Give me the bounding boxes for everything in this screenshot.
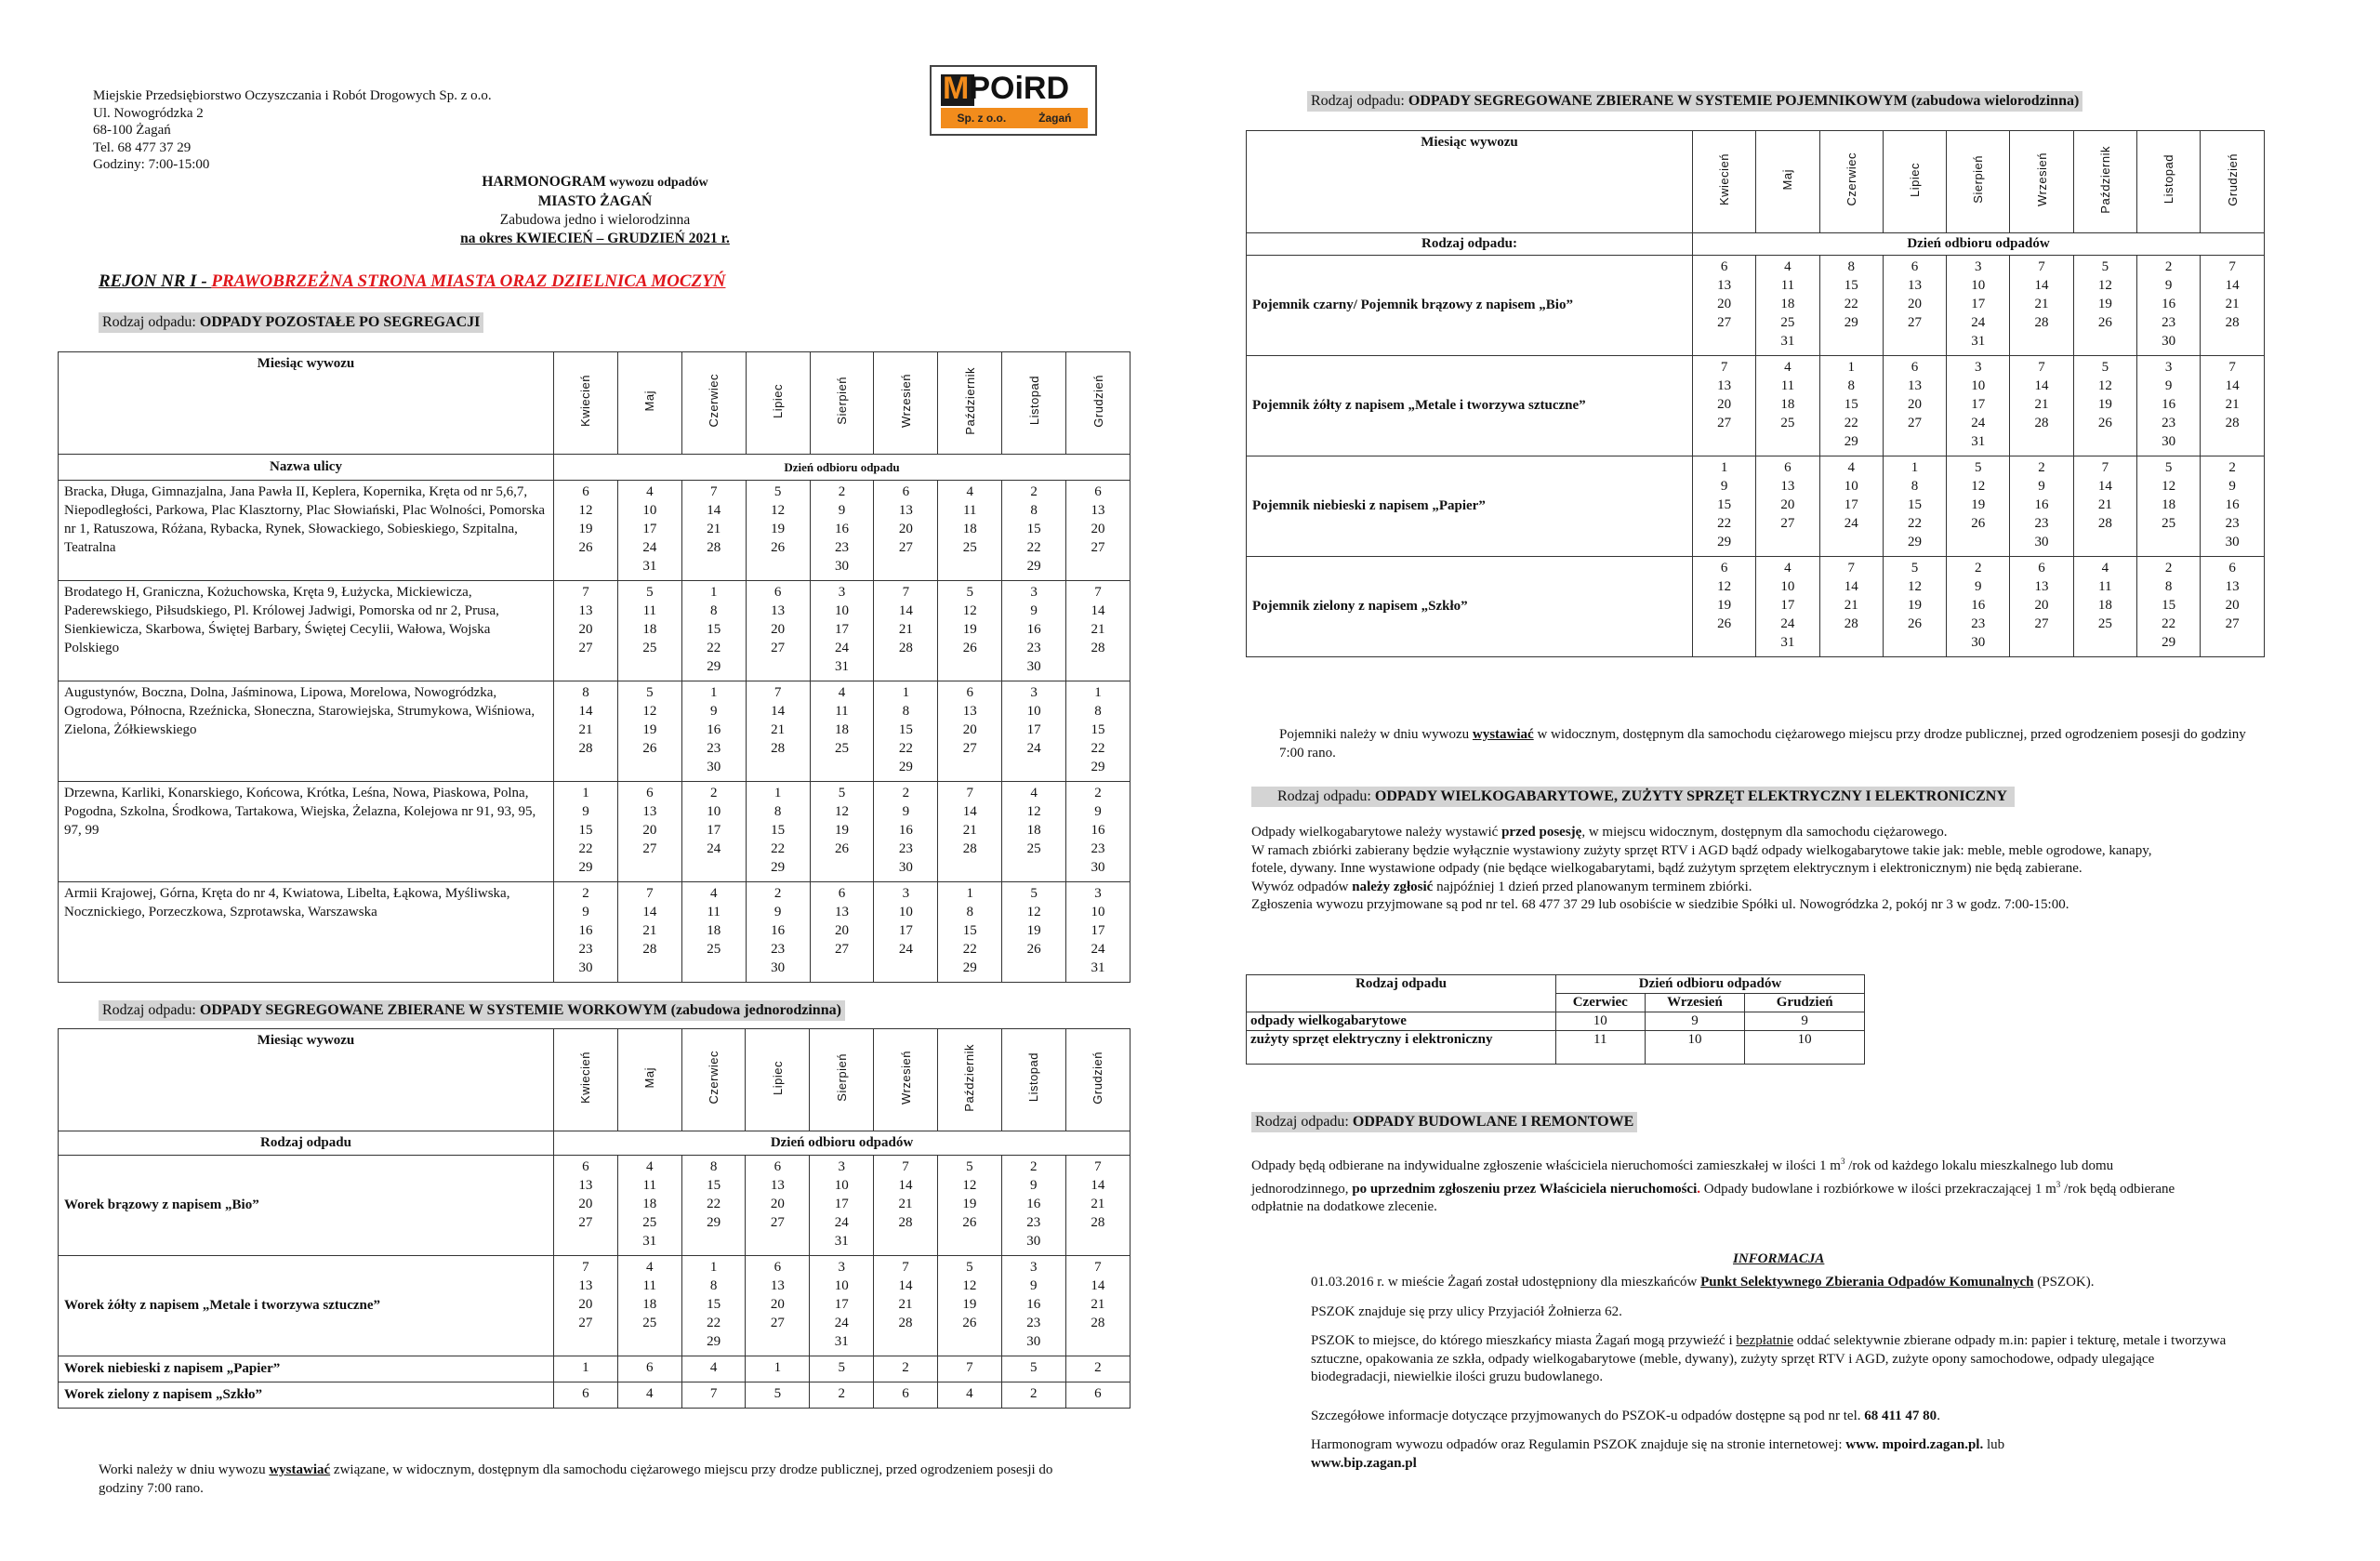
- pickup-days: 4 11 18 25: [681, 882, 746, 983]
- pickup-days: 6: [874, 1382, 938, 1409]
- pickup-days: 5 12 19 26: [938, 581, 1002, 681]
- month-header: Miesiąc wywozu: [1247, 131, 1693, 233]
- schedule-row: [59, 1356, 1130, 1382]
- schedule-row: [59, 481, 1130, 581]
- month-header: Miesiąc wywozu: [59, 1029, 554, 1131]
- pickup-days: 1 8 15 22 29: [681, 1256, 746, 1356]
- month-col-header: Czerwiec: [681, 352, 746, 455]
- bulky-p3: Wywóz odpadów należy zgłosić najpóźniej 1 dzień przed planowanym terminem zbiórki.: [1251, 879, 1752, 894]
- pickup-days: 1 8 15 22 29: [1066, 681, 1130, 782]
- building-type: Zabudowa jedno i wielorodzinna: [499, 212, 691, 228]
- company-address: Ul. Nowogródzka 2: [93, 105, 204, 121]
- pickup-days: 6 13 20 27: [1756, 456, 1819, 557]
- period: na okres KWIECIEŃ – GRUDZIEŃ 2021 r.: [460, 231, 730, 246]
- pickup-days: 6 13 20 27: [746, 1156, 810, 1256]
- pickup-days: 3 10 17 24 31: [810, 1256, 874, 1356]
- pickup-days: 7 14 21 28: [2201, 356, 2265, 456]
- pickup-days: 2 9 16 23 30: [874, 782, 938, 882]
- pickup-days: 3 9 16 23 30: [1001, 1256, 1065, 1356]
- month-col-header: Lipiec: [1883, 131, 1946, 233]
- pickup-days: 1 9 16 23 30: [681, 681, 746, 782]
- pickup-days: 7 14 21 28: [874, 581, 938, 681]
- row-header: Rodzaj odpadu:: [1247, 233, 1693, 256]
- row-label: Worek żółty z napisem „Metale i tworzywa sztuczne”: [59, 1256, 554, 1356]
- pickup-days: 4 11 18 25 31: [1756, 256, 1819, 356]
- info-block: [1311, 1274, 2231, 1473]
- document-title: HARMONOGRAM wywozu odpadów MIASTO ŻAGAŃ Zabudowa jedno i wielorodzinna na okres KWIECIEŃ – GRUDZIEŃ 2021 r.: [316, 173, 874, 248]
- pickup-days: 7 14 21 28: [681, 481, 746, 581]
- pickup-days: 6 12 19 26: [554, 481, 618, 581]
- pickup-days: 5 12 19 26: [810, 782, 874, 882]
- pickup-days: 6 13 20 27: [810, 882, 874, 983]
- pickup-days: 6: [554, 1382, 618, 1409]
- schedule-row: [59, 1256, 1130, 1356]
- pickup-days: 1 9 15 22 29: [554, 782, 618, 882]
- logo-bar: [941, 108, 1088, 128]
- pickup-days: 2: [810, 1382, 874, 1409]
- month-col-header: Sierpień: [810, 1029, 874, 1131]
- bulky-row: zużyty sprzęt elektryczny i elektroniczny 11 10 10: [1247, 1031, 1865, 1065]
- info-p3: PSZOK to miejsce, do którego mieszkańcy miasta Żagań mogą przywieźć i bezpłatnie oddać selektywnie zbierane odpady m.in: papier i tekturę, metale i tworzywa sztuczne, opakowania ze szkła, odpady wielkogabarytowe (meble, dywany), zużyty sprzęt RTV i AGD, zużyte opony samochodowe, odpady ulegające biodegradacji, niewielkie ilości gruzu budowlanego.: [1311, 1333, 2227, 1384]
- pickup-days: 5 12 19 26: [2073, 356, 2136, 456]
- right-page: [1190, 0, 2380, 1561]
- pickup-days: 4 11 18 25: [810, 681, 874, 782]
- pickup-days: 4 12 18 25: [1002, 782, 1066, 882]
- schedule-row: [59, 1156, 1130, 1256]
- pickup-days: 7 14 21 28: [2073, 456, 2136, 557]
- pickup-days: 4 11 18 25: [617, 1256, 681, 1356]
- bulky-kind-header: Rodzaj odpadu: [1247, 975, 1556, 1012]
- bags-note: Worki należy w dniu wywozu wystawiać związane, w widocznym, dostępnym dla samochodu ciężarowego miejscu przy drodze publicznej, przed ogrodzeniem posesji do godziny 7:00 rano.: [99, 1462, 1053, 1496]
- pickup-days: 7 14 21 28: [938, 782, 1002, 882]
- pickup-days: 6 13 20 27: [2201, 557, 2265, 657]
- bags-table: [58, 1028, 1130, 1409]
- row-label: Augustynów, Boczna, Dolna, Jaśminowa, Lipowa, Morelowa, Nowogródzka, Ogrodowa, Północna, Rzeźnicka, Słoneczna, Starowiejska, Strumykowa, Wiśniowa, Zielona, Żółkiewskiego: [59, 681, 554, 782]
- month-col-header: Lipiec: [746, 1029, 810, 1131]
- pickup-days: 7 14 21 28: [2201, 256, 2265, 356]
- pickup-days: 3 10 17 24 31: [1066, 882, 1130, 983]
- bulky-row: odpady wielkogabarytowe 10 9 9: [1247, 1012, 1865, 1031]
- info-p2: PSZOK znajduje się przy ulicy Przyjaciół Żołnierza 62.: [1311, 1303, 1622, 1319]
- bulky-days-header: Dzień odbioru odpadów: [1555, 975, 1864, 994]
- pickup-days: 1: [746, 1356, 810, 1382]
- pickup-days: 8 15 22 29: [681, 1156, 746, 1256]
- pickup-days: 4 10 17 24 31: [617, 481, 681, 581]
- month-col-header: Wrzesień: [874, 352, 938, 455]
- pickup-days: 4 10 17 24: [1819, 456, 1883, 557]
- pickup-days: 3 9 16 23 30: [2136, 356, 2200, 456]
- month-col-header: Listopad: [2136, 131, 2200, 233]
- pickup-days: 5: [810, 1356, 874, 1382]
- pickup-days: 2 8 15 22 29: [2136, 557, 2200, 657]
- bulky-table: [1246, 974, 1865, 1065]
- pickup-days: 2 10 17 24: [681, 782, 746, 882]
- pickup-days: 7: [681, 1382, 746, 1409]
- pickup-days: 5 12 19 26: [937, 1256, 1001, 1356]
- company-phone: Tel. 68 477 37 29: [93, 139, 192, 155]
- row-header: Nazwa ulicy: [59, 455, 554, 481]
- section-mixed-waste: Rodzaj odpadu: ODPADY POZOSTAŁE PO SEGREGACJI: [99, 312, 483, 333]
- pickup-days: 6 13 20 27: [1693, 256, 1756, 356]
- row-label: Brodatego H, Graniczna, Kożuchowska, Kręta 9, Łużycka, Mickiewicza, Paderewskiego, Piłsudskiego, Pl. Królowej Jadwigi, Pomorska od nr 2, Prusa, Sienkiewicza, Skarbowa, Świętej Barbary, Świętej Cecylii, Wałowa, Wojska Polskiego: [59, 581, 554, 681]
- month-col-header: Sierpień: [1947, 131, 2010, 233]
- pickup-days: 7 13 20 27: [1693, 356, 1756, 456]
- month-col-header: Kwiecień: [554, 1029, 618, 1131]
- pickup-days: 5 12 19 26: [1947, 456, 2010, 557]
- pickup-days: 6 12 19 26: [1693, 557, 1756, 657]
- pickup-days: 2: [1065, 1356, 1130, 1382]
- pickup-days: 7 14 21 28: [2010, 356, 2073, 456]
- days-header: Dzień odbioru odpadów: [1693, 233, 2265, 256]
- pickup-days: 2 9 16 23 30: [2201, 456, 2265, 557]
- pickup-days: 2 9 16 23 30: [810, 481, 874, 581]
- pickup-days: 4 11 18 25: [938, 481, 1002, 581]
- pickup-days: 1 9 15 22 29: [1693, 456, 1756, 557]
- company-city: 68-100 Żagań: [93, 123, 171, 138]
- pickup-days: 5: [746, 1382, 810, 1409]
- month-col-header: Maj: [617, 1029, 681, 1131]
- pickup-days: 5 12 18 25: [2136, 456, 2200, 557]
- pickup-days: 6: [617, 1356, 681, 1382]
- month-col-header: Maj: [617, 352, 681, 455]
- pickup-days: 1 8 15 22 29: [1819, 356, 1883, 456]
- pickup-days: 4: [681, 1356, 746, 1382]
- pickup-days: 6 13 20 27: [746, 581, 810, 681]
- containers-table: [1246, 130, 2265, 657]
- pickup-days: 3 10 17 24: [1002, 681, 1066, 782]
- pickup-days: 5 12 19 26: [1002, 882, 1066, 983]
- month-col-header: Sierpień: [810, 352, 874, 455]
- pickup-days: 3 10 17 24 31: [1947, 356, 2010, 456]
- schedule-row: [1247, 256, 2265, 356]
- row-label: Pojemnik czarny/ Pojemnik brązowy z napisem „Bio”: [1247, 256, 1693, 356]
- row-label: Pojemnik zielony z napisem „Szkło”: [1247, 557, 1693, 657]
- month-col-header: Kwiecień: [554, 352, 618, 455]
- pickup-days: 3 9 16 23 30: [1002, 581, 1066, 681]
- month-col-header: Październik: [937, 1029, 1001, 1131]
- pickup-days: 2 8 15 22 29: [1002, 481, 1066, 581]
- month-col-header: Czerwiec: [1819, 131, 1883, 233]
- row-label: Worek zielony z napisem „Szkło”: [59, 1382, 554, 1409]
- month-col-header: Grudzień: [1065, 1029, 1130, 1131]
- pickup-days: 5 12 19 26: [617, 681, 681, 782]
- row-label: Worek niebieski z napisem „Papier”: [59, 1356, 554, 1382]
- schedule-row: [1247, 356, 2265, 456]
- company-hours: Godziny: 7:00-15:00: [93, 157, 210, 172]
- row-label: Armii Krajowej, Górna, Kręta do nr 4, Kwiatowa, Libelta, Łąkowa, Myśliwska, Nocznickiego, Porzeczkowa, Szprotawska, Warszawska: [59, 882, 554, 983]
- section-bags: Rodzaj odpadu: ODPADY SEGREGOWANE ZBIERANE W SYSTEMIE WORKOWYM (zabudowa jednorodzinna): [99, 1000, 845, 1021]
- pickup-days: 6 13 20 27: [938, 681, 1002, 782]
- pickup-days: 4 10 17 24 31: [1756, 557, 1819, 657]
- month-col-header: Czerwiec: [681, 1029, 746, 1131]
- pickup-days: 3 10 17 24: [874, 882, 938, 983]
- pickup-days: 4 11 18 25 31: [617, 1156, 681, 1256]
- pickup-days: 5 12 19 26: [2073, 256, 2136, 356]
- construction-description: Odpady będą odbierane na indywidualne zgłoszenie właściciela nieruchomości zamieszkałej w ilości 1 $m^3$ /rok od każdego lokalu mieszkalnego lub domu jednorodzinnego, po uprzednim zgłoszeniu przez Właściciela nieruchomości. Odpady budowlane i rozbiórkowe w ilości przekraczającej 1 $m^3$ /rok będą odbierane odpłatnie na dodatkowe zlecenie.: [1251, 1157, 2175, 1214]
- info-p1: 01.03.2016 r. w mieście Żagań został udostępniony dla mieszkańców Punkt Selektywnego Zbierania Odpadów Komunalnych (PSZOK).: [1311, 1275, 2095, 1290]
- city-title: MIASTO ŻAGAŃ: [537, 193, 653, 209]
- logo-sub-right: Żagań: [1038, 112, 1072, 125]
- pickup-days: 1 8 15 22 29: [681, 581, 746, 681]
- pickup-days: 7 14 21 28: [874, 1256, 938, 1356]
- company-info: [93, 87, 492, 174]
- pickup-days: 7 14 21 28: [617, 882, 681, 983]
- pickup-days: 6: [1065, 1382, 1130, 1409]
- pickup-days: 2 9 16 23 30: [554, 882, 618, 983]
- section-construction: Rodzaj odpadu: ODPADY BUDOWLANE I REMONTOWE: [1251, 1112, 1637, 1132]
- pickup-days: 5 12 19 26: [1883, 557, 1946, 657]
- pickup-days: 4: [617, 1382, 681, 1409]
- pickup-days: 1 8 15 22 29: [938, 882, 1002, 983]
- pickup-days: 1 8 15 22 29: [746, 782, 810, 882]
- pickup-days: 8 14 21 28: [554, 681, 618, 782]
- pickup-days: 3 10 17 24 31: [810, 1156, 874, 1256]
- days-header: Dzień odbioru odpadu: [554, 455, 1130, 481]
- pickup-days: 2 9 16 23 30: [746, 882, 810, 983]
- pickup-days: 4: [937, 1382, 1001, 1409]
- pickup-days: 8 15 22 29: [1819, 256, 1883, 356]
- month-col-header: Grudzień: [1066, 352, 1130, 455]
- pickup-days: 2: [874, 1356, 938, 1382]
- pickup-days: 1 8 15 22 29: [874, 681, 938, 782]
- pickup-days: 7: [937, 1356, 1001, 1382]
- section-containers: Rodzaj odpadu: ODPADY SEGREGOWANE ZBIERANE W SYSTEMIE POJEMNIKOWYM (zabudowa wielorodzinna): [1307, 91, 2082, 112]
- logo-word: MPOiRD: [943, 71, 1070, 106]
- bulky-month: Grudzień: [1745, 994, 1865, 1012]
- bulky-month: Wrzesień: [1645, 994, 1745, 1012]
- pickup-days: 7 14 21 28: [746, 681, 810, 782]
- pickup-days: 2 9 16 23 30: [2010, 456, 2073, 557]
- containers-note: Pojemniki należy w dniu wywozu wystawiać w widocznym, dostępnym dla samochodu ciężarowego miejscu przy drodze publicznej, przed ogrodzeniem posesji do godziny 7:00 rano.: [1279, 727, 2246, 761]
- month-col-header: Wrzesień: [874, 1029, 938, 1131]
- pickup-days: 4 11 18 25: [2073, 557, 2136, 657]
- pickup-days: 3 10 17 24 31: [1947, 256, 2010, 356]
- pickup-days: 7 14 21 28: [1819, 557, 1883, 657]
- schedule-row: [59, 581, 1130, 681]
- pickup-days: 5: [1001, 1356, 1065, 1382]
- row-label: Bracka, Długa, Gimnazjalna, Jana Pawła II, Keplera, Kopernika, Kręta od nr 5,6,7, Niepodległości, Parkowa, Plac Klasztorny, Plac Słowiański, Plac Wolności, Pomorska nr 1, Ratuszowa, Różana, Rybacka, Rynek, Słowackiego, Sobieskiego, Szpitalna, Teatralna: [59, 481, 554, 581]
- month-header: Miesiąc wywozu: [59, 352, 554, 455]
- pickup-days: 4 11 18 25: [1756, 356, 1819, 456]
- month-col-header: Październik: [938, 352, 1002, 455]
- pickup-days: 7 13 20 27: [554, 1256, 618, 1356]
- logo-sub-left: Sp. z o.o.: [957, 112, 1007, 125]
- row-label: Worek brązowy z napisem „Bio”: [59, 1156, 554, 1256]
- month-col-header: Październik: [2073, 131, 2136, 233]
- month-col-header: Kwiecień: [1693, 131, 1756, 233]
- pickup-days: 2 9 16 23 30: [1066, 782, 1130, 882]
- pickup-days: 1: [554, 1356, 618, 1382]
- pickup-days: 6 13 20 27: [1066, 481, 1130, 581]
- bulky-p4: Zgłoszenia wywozu przyjmowane są pod nr tel. 68 477 37 29 lub osobiście w siedzibie Spółki ul. Nowogródzka 2, pokój nr 3 w godz. 7:00-15:00.: [1251, 897, 2069, 912]
- pickup-days: 3 10 17 24 31: [810, 581, 874, 681]
- pickup-days: 5 12 19 26: [937, 1156, 1001, 1256]
- info-p5: Harmonogram wywozu odpadów oraz Regulamin PSZOK znajduje się na stronie internetowej: www. mpoird.zagan.pl. lub www.bip.zagan.pl: [1311, 1437, 2005, 1471]
- pickup-days: 6 13 20 27: [2010, 557, 2073, 657]
- region-heading: REJON NR I - PRAWOBRZEŻNA STRONA MIASTA ORAZ DZIELNICA MOCZYŃ: [99, 271, 726, 291]
- bulky-month: Czerwiec: [1555, 994, 1645, 1012]
- pickup-days: 7 14 21 28: [2010, 256, 2073, 356]
- bulky-description: [1251, 824, 2190, 915]
- schedule-row: [59, 882, 1130, 983]
- pickup-days: 6 13 20 27: [874, 481, 938, 581]
- pickup-days: 5 12 19 26: [746, 481, 810, 581]
- pickup-days: 7 14 21 28: [1065, 1156, 1130, 1256]
- pickup-days: 1 8 15 22 29: [1883, 456, 1946, 557]
- schedule-row: [1247, 456, 2265, 557]
- pickup-days: 7 14 21 28: [1065, 1256, 1130, 1356]
- row-label: Pojemnik żółty z napisem „Metale i tworzywa sztuczne”: [1247, 356, 1693, 456]
- pickup-days: 6 13 20 27: [554, 1156, 618, 1256]
- month-col-header: Listopad: [1001, 1029, 1065, 1131]
- schedule-row: [59, 1382, 1130, 1409]
- company-name: Miejskie Przedsiębiorstwo Oczyszczania i Robót Drogowych Sp. z o.o.: [93, 88, 492, 103]
- bulky-p2: W ramach zbiórki zabierany będzie wyłącznie wystawiony zużyty sprzęt RTV i AGD bądź odpady wielkogabarytowe takie jak: meble, meble ogrodowe, kanapy, fotele, dywany. Inne wystawione odpady (nie będące wielkogabarytami, bądź zużytym sprzętem elektrycznym i elektronicznym) nie będą zabierane.: [1251, 842, 2152, 876]
- pickup-days: 6 13 20 27: [1883, 356, 1946, 456]
- pickup-days: 5 11 18 25: [617, 581, 681, 681]
- row-label: Pojemnik niebieski z napisem „Papier”: [1247, 456, 1693, 557]
- info-heading: INFORMACJA: [1733, 1251, 1825, 1266]
- mpoird-logo: [930, 65, 1097, 136]
- pickup-days: 7 13 20 27: [554, 581, 618, 681]
- info-p4: Szczegółowe informacje dotyczące przyjmowanych do PSZOK-u odpadów dostępne są pod nr tel. 68 411 47 80.: [1311, 1408, 1940, 1423]
- pickup-days: 2 9 16 23 30: [2136, 256, 2200, 356]
- bulky-p1: Odpady wielkogabarytowe należy wystawić przed posesję, w miejscu widocznym, dostępnym dla samochodu ciężarowego.: [1251, 825, 1948, 840]
- pickup-days: 2: [1001, 1382, 1065, 1409]
- month-col-header: Wrzesień: [2010, 131, 2073, 233]
- pickup-days: 2 9 16 23 30: [1001, 1156, 1065, 1256]
- pickup-days: 7 14 21 28: [874, 1156, 938, 1256]
- pickup-days: 7 14 21 28: [1066, 581, 1130, 681]
- pickup-days: 6 13 20 27: [746, 1256, 810, 1356]
- month-col-header: Maj: [1756, 131, 1819, 233]
- schedule-row: [1247, 557, 2265, 657]
- month-col-header: Grudzień: [2201, 131, 2265, 233]
- schedule-row: [59, 782, 1130, 882]
- pickup-days: 6 13 20 27: [1883, 256, 1946, 356]
- pickup-days: 6 13 20 27: [617, 782, 681, 882]
- schedule-row: [59, 681, 1130, 782]
- pickup-days: 2 9 16 23 30: [1947, 557, 2010, 657]
- month-col-header: Lipiec: [746, 352, 810, 455]
- mixed-waste-table: [58, 351, 1130, 983]
- month-col-header: Listopad: [1002, 352, 1066, 455]
- days-header: Dzień odbioru odpadów: [554, 1131, 1130, 1156]
- section-bulky: Rodzaj odpadu: ODPADY WIELKOGABARYTOWE, ZUŻYTY SPRZĘT ELEKTRYCZNY I ELEKTRONICZNY: [1251, 787, 2015, 807]
- row-label: Drzewna, Karliki, Konarskiego, Końcowa, Krótka, Leśna, Nowa, Piaskowa, Polna, Pogodna, Szkolna, Środkowa, Tartakowa, Wiejska, Żelazna, Kolejowa nr 91, 93, 95, 97, 99: [59, 782, 554, 882]
- row-header: Rodzaj odpadu: [59, 1131, 554, 1156]
